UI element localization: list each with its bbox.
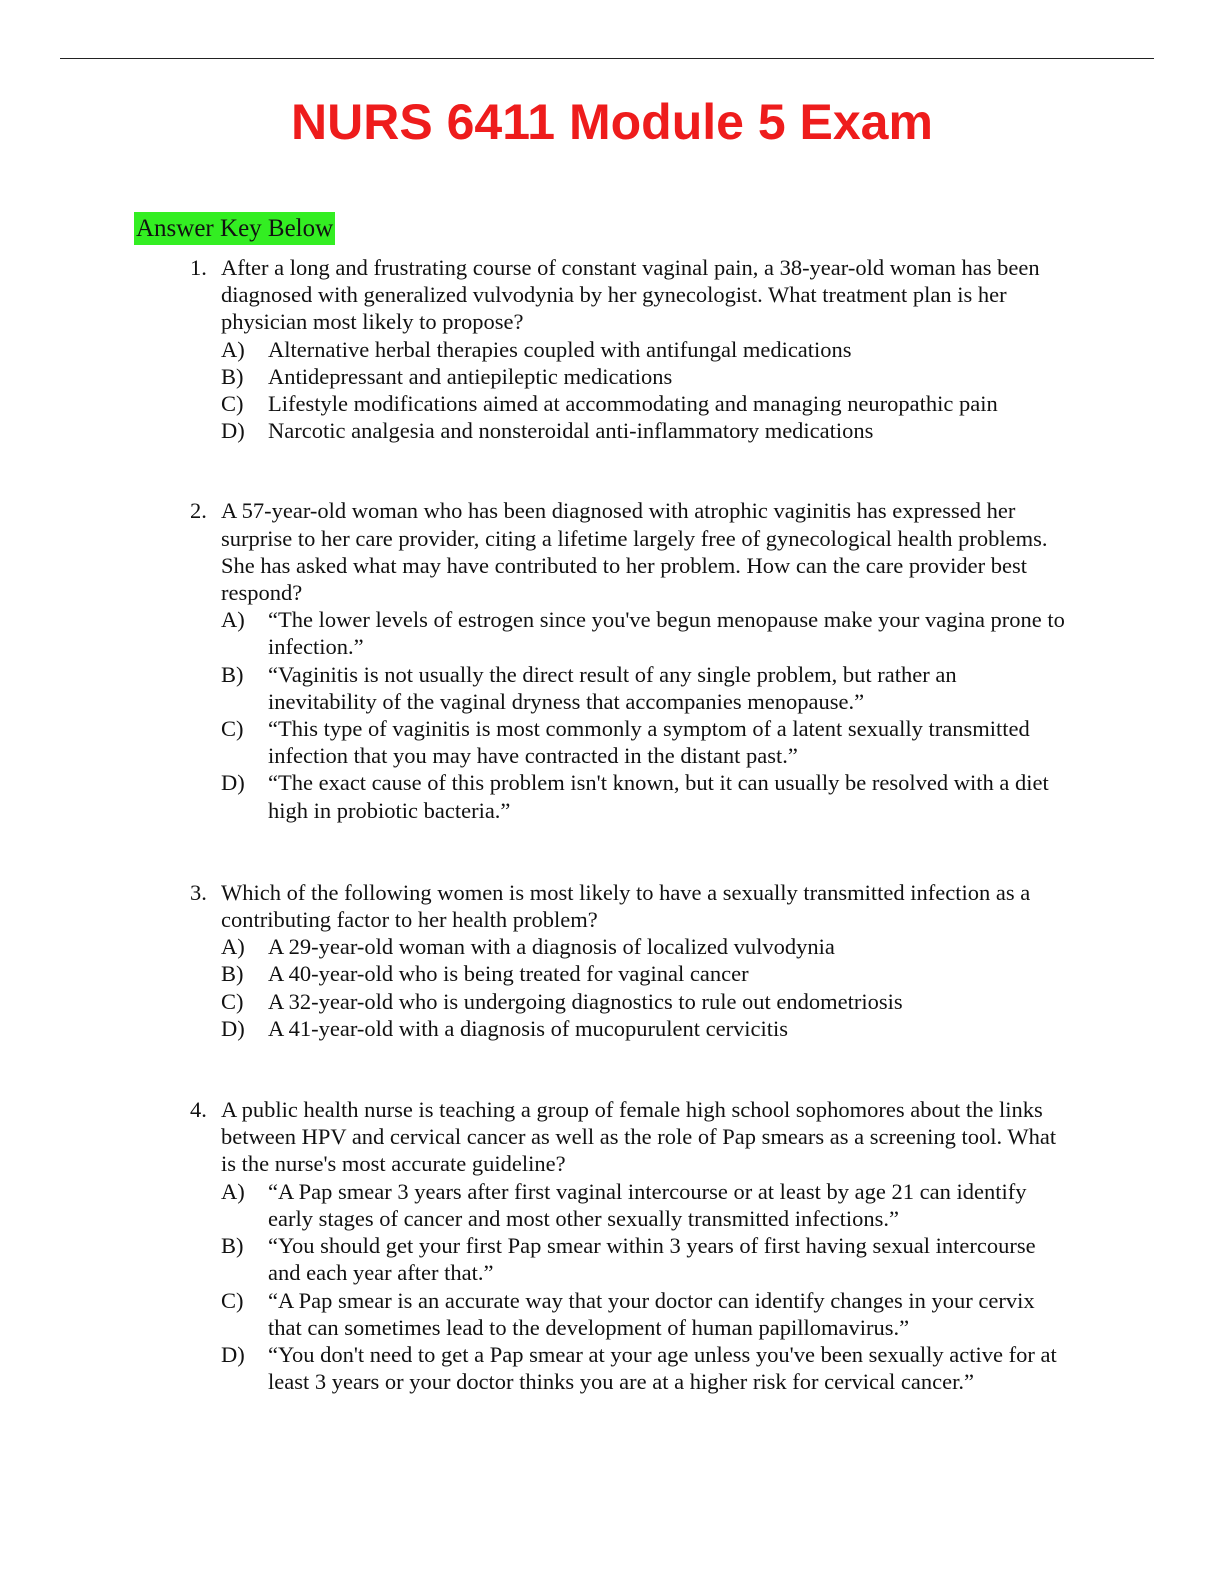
question-stem: Which of the following women is most likely to have a sexually transmitted infection as a contributing factor to her health problem?	[221, 879, 1031, 933]
option-b	[221, 960, 1070, 987]
option-letter: C)	[221, 391, 244, 417]
option-letter: B)	[221, 961, 244, 987]
question-3	[190, 879, 1070, 1042]
option-c	[221, 715, 1070, 769]
option-text: Lifestyle modifications aimed at accommodating and managing neuropathic pain	[268, 391, 998, 417]
option-c	[221, 1287, 1070, 1341]
option-letter: C)	[221, 1287, 244, 1313]
option-text: A 41-year-old with a diagnosis of mucopurulent cervicitis	[268, 1015, 789, 1041]
option-a	[221, 336, 1070, 363]
option-d	[221, 769, 1070, 823]
option-text: Antidepressant and antiepileptic medications	[268, 363, 673, 389]
question-stem: After a long and frustrating course of constant vaginal pain, a 38-year-old woman has been diagnosed with generalized vulvodynia by her gynecologist. What treatment plan is her physician most likely to propose?	[221, 255, 1040, 335]
option-b	[221, 1232, 1070, 1286]
question-2	[190, 497, 1070, 823]
question-stem: A 57-year-old woman who has been diagnosed with atrophic vaginitis has expressed her surprise to her care provider, citing a lifetime largely free of gynecological health problems. She has asked what may have contributed to her problem. How can the care provider best respond?	[221, 498, 1048, 606]
option-d	[221, 1015, 1070, 1042]
option-b	[221, 661, 1070, 715]
question-list	[190, 254, 1070, 1395]
option-letter: C)	[221, 988, 244, 1014]
top-divider	[60, 58, 1154, 59]
question-number: 3.	[190, 879, 207, 905]
option-text: Alternative herbal therapies coupled with antifungal medications	[268, 336, 852, 362]
option-text: “A Pap smear 3 years after first vaginal intercourse or at least by age 21 can identify early stages of cancer and most other sexually transmitted infections.”	[268, 1178, 1027, 1231]
option-letter: D)	[221, 770, 245, 796]
option-text: Narcotic analgesia and nonsteroidal anti-inflammatory medications	[268, 418, 874, 444]
option-text: “A Pap smear is an accurate way that your doctor can identify changes in your cervix that can sometimes lead to the development of human papillomavirus.”	[268, 1287, 1035, 1340]
question-number: 4.	[190, 1097, 207, 1123]
option-text: A 32-year-old who is undergoing diagnostics to rule out endometriosis	[268, 988, 903, 1014]
option-letter: D)	[221, 1341, 245, 1367]
option-c	[221, 988, 1070, 1015]
option-text: A 40-year-old who is being treated for vaginal cancer	[268, 961, 749, 987]
option-text: “The lower levels of estrogen since you've begun menopause make your vagina prone to infection.”	[268, 607, 1065, 660]
option-c	[221, 390, 1070, 417]
option-a	[221, 606, 1070, 660]
option-text: “You should get your first Pap smear within 3 years of first having sexual intercourse and each year after that.”	[268, 1233, 1036, 1286]
question-4	[190, 1096, 1070, 1395]
option-letter: A)	[221, 336, 245, 362]
option-a	[221, 933, 1070, 960]
option-d	[221, 1341, 1070, 1395]
option-text: “Vaginitis is not usually the direct result of any single problem, but rather an inevitability of the vaginal dryness that accompanies menopause.”	[268, 661, 957, 714]
option-text: A 29-year-old woman with a diagnosis of localized vulvodynia	[268, 934, 835, 960]
option-letter: A)	[221, 934, 245, 960]
option-letter: B)	[221, 1233, 244, 1259]
question-1	[190, 254, 1070, 444]
option-a	[221, 1178, 1070, 1232]
question-stem: A public health nurse is teaching a group of female high school sophomores about the links between HPV and cervical cancer as well as the role of Pap smears as a screening tool. What is the nurse's most accurate guideline?	[221, 1097, 1057, 1177]
page-title: NURS 6411 Module 5 Exam	[291, 94, 933, 150]
answer-key-label: Answer Key Below	[134, 212, 335, 245]
option-letter: C)	[221, 716, 244, 742]
option-d	[221, 417, 1070, 444]
option-letter: A)	[221, 607, 245, 633]
option-letter: D)	[221, 418, 245, 444]
question-number: 2.	[190, 498, 207, 524]
option-text: “This type of vaginitis is most commonly a symptom of a latent sexually transmitted infection that you may have contracted in the distant past.”	[268, 716, 1030, 769]
option-text: “The exact cause of this problem isn't known, but it can usually be resolved with a diet high in probiotic bacteria.”	[268, 770, 1049, 823]
option-letter: B)	[221, 661, 244, 687]
question-number: 1.	[190, 255, 207, 280]
option-letter: B)	[221, 363, 244, 389]
option-text: “You don't need to get a Pap smear at your age unless you've been sexually active for at least 3 years or your doctor thinks you are at a higher risk for cervical cancer.”	[268, 1341, 1057, 1395]
option-letter: D)	[221, 1015, 245, 1041]
option-b	[221, 363, 1070, 390]
option-letter: A)	[221, 1178, 245, 1204]
